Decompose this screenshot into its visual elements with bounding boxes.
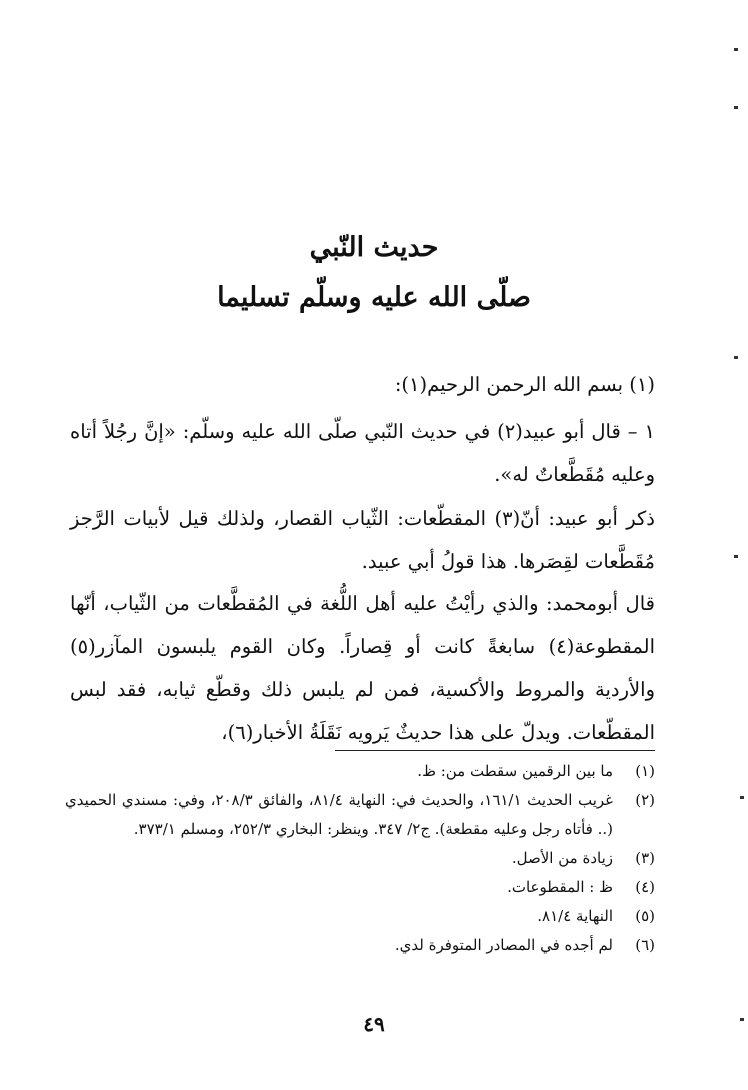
footnote-number: (٦): [635, 936, 655, 954]
footnote-number: (٢): [635, 791, 655, 809]
page-number: ٤٩: [363, 1012, 385, 1036]
scan-speck: [734, 48, 738, 51]
scan-speck: [734, 356, 738, 359]
footnote-text: ما بين الرقمين سقطت من: ظ.: [417, 762, 613, 780]
footnote-text: زيادة من الأصل.: [511, 849, 613, 867]
chapter-subtitle: صلّى الله عليه وسلّم تسليما: [217, 282, 531, 313]
footnote-divider: [335, 750, 655, 751]
scan-speck: [734, 555, 738, 558]
footnote-text: لم أجده في المصادر المتوفرة لدي.: [394, 936, 613, 954]
footnote-item: [65, 902, 655, 931]
paragraph-1: ١ – قال أبو عبيد(٢) في حديث النّبي صلّى الله عليه وسلّم: «إنَّ رجُلاً أتاه وعليه مُقَطَّعاتٌ له».: [70, 420, 655, 486]
chapter-title: حديث النّبي: [309, 232, 439, 263]
paragraph-3: قال أبومحمد: والذي رأيْتُ عليه أهل اللُّغة في المُقطَّعات من الثّياب، أنّها المقطوعة(٤) سابغةً كانت أو قِصاراً. وكان القوم يلبسون المآزر(٥) والأردية والمروط والأكسية، فمن لم يلبس ذلك وقطّع ثيابه، فقد لبس المقطّعات. ويدلّ على هذا حديثٌ يَرويه نَقَلَةُ الأخبار(٦)،: [70, 592, 655, 744]
footnote-item: [65, 873, 655, 902]
basmala-line: (١) بسم الله الرحمن الرحيم(١):: [394, 373, 655, 396]
footnote-text: النهاية ٨١/٤.: [537, 907, 613, 925]
footnote-text: غريب الحديث ١٦١/١، والحديث في: النهاية ٨١/٤، والفائق ٢٠٨/٣، وفي: مسندي الحميدي (.. فأتاه رجل وعليه مقطعة). ج٢/ ٣٤٧. وينظر: البخاري ٢٥٢/٣، ومسلم ٣٧٣/١.: [65, 791, 613, 838]
footnote-number: (٣): [635, 849, 655, 867]
footnote-number: (٤): [635, 878, 655, 896]
footnote-number: (١): [635, 762, 655, 780]
paragraph-2: ذكر أبو عبيد: أنّ(٣) المقطّعات: الثّياب القصار، ولذلك قيل لأبيات الرَّجز مُقَطَّعات لقِصَرها. هذا قولُ أبي عبيد.: [70, 507, 655, 573]
scan-speck: [740, 1018, 744, 1021]
footnote-item: [65, 844, 655, 873]
footnote-number: (٥): [635, 907, 655, 925]
footnote-item: [65, 931, 655, 960]
footnote-item: [65, 757, 655, 786]
scan-speck: [740, 796, 744, 799]
footnotes: [65, 757, 655, 960]
footnote-text: ظ : المقطوعات.: [507, 878, 613, 896]
footnote-item: [65, 786, 655, 844]
scan-speck: [734, 106, 738, 109]
